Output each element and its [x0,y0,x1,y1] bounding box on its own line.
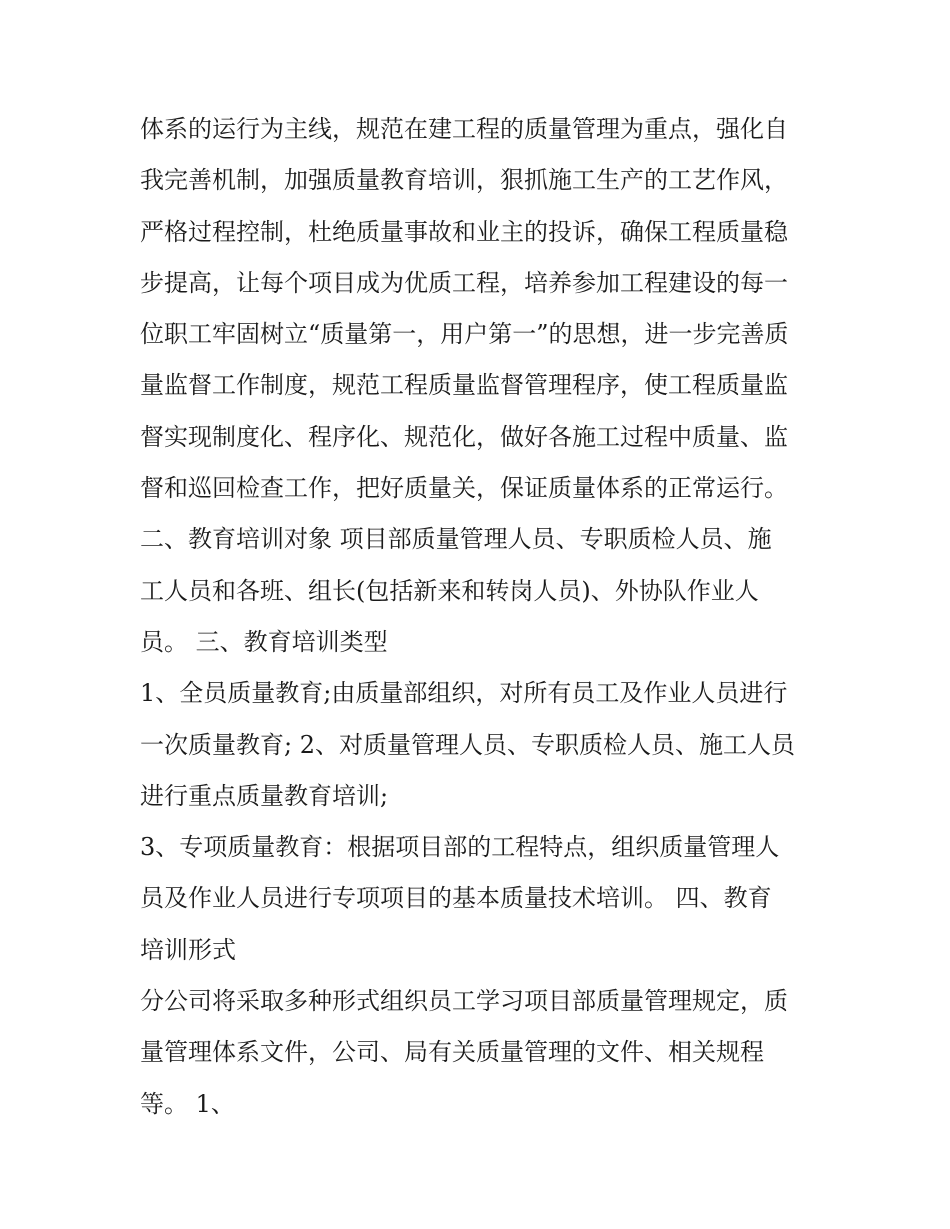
text-line: 分公司将采取多种形式组织员工学习项目部质量管理规定，质 [140,987,788,1016]
section-heading-line: 员及作业人员进行专项项目的基本质量技术培训。 四、教育 [140,884,772,913]
text-line: 严格过程控制，杜绝质量事故和业主的投诉，确保工程质量稳 [140,217,788,246]
document-body [140,104,820,1130]
text-line: 量监督工作制度，规范工程质量监督管理程序，使工程质量监 [140,371,788,400]
text-line: 体系的运行为主线，规范在建工程的质量管理为重点，强化自 [140,115,788,143]
text-line: 1、全员质量教育;由质量部组织，对所有员工及作业人员进行 [140,679,788,708]
text-line: 一次质量教育; 2、对质量管理人员、专职质检人员、施工人员 [140,730,795,759]
text-line: 步提高，让每个项目成为优质工程，培养参加工程建设的每一 [140,268,788,297]
text-line: 我完善机制，加强质量教育培训，狠抓施工生产的工艺作风， [140,166,788,195]
section-heading-line: 二、教育培训对象 项目部质量管理人员、专职质检人员、施 [140,525,772,554]
text-line: 量管理体系文件，公司、局有关质量管理的文件、相关规程 [140,1038,764,1067]
text-line: 等。 1、 [140,1089,235,1118]
text-line: 督和巡回检查工作，把好质量关，保证质量体系的正常运行。 [140,474,788,503]
text-line: 3、专项质量教育：根据项目部的工程特点，组织质量管理人 [140,833,780,862]
text-line: 位职工牢固树立“质量第一，用户第一”的思想，进一步完善质 [140,320,789,349]
text-line: 进行重点质量教育培训; [140,781,389,810]
text-line: 工人员和各班、组长(包括新来和转岗人员)、外协队作业人 [140,576,759,605]
text-line: 培训形式 [140,935,236,964]
section-heading-line: 员。 三、教育培训类型 [140,627,388,656]
text-line: 督实现制度化、程序化、规范化，做好各施工过程中质量、监 [140,422,788,451]
